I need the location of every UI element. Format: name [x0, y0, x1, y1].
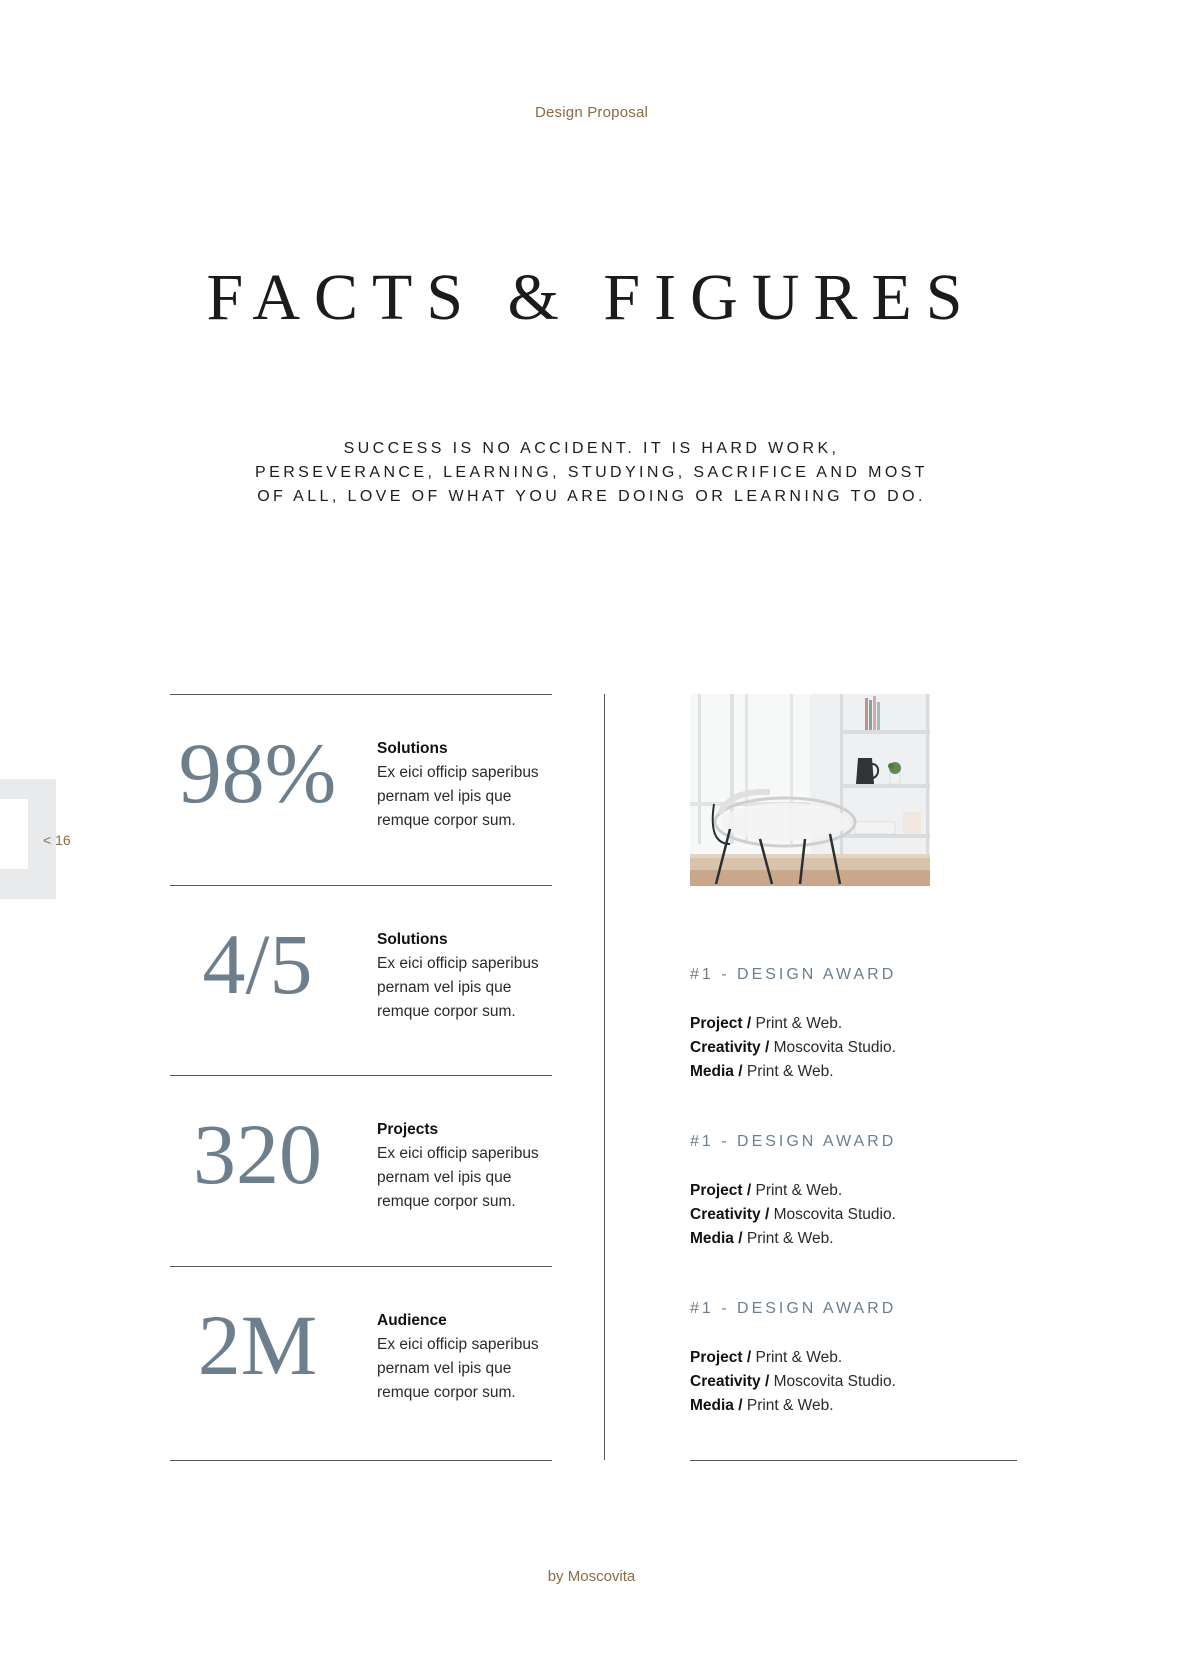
award-row-key: Media / [690, 1230, 743, 1247]
award-row [690, 1012, 1030, 1036]
award-details [690, 1179, 1030, 1251]
award-row-value: Moscovita Studio. [769, 1373, 896, 1390]
award-row [690, 1370, 1030, 1394]
award-row-key: Creativity / [690, 1039, 770, 1056]
page-title: FACTS & FIGURES [206, 261, 977, 334]
stat-divider [170, 1075, 552, 1076]
stat-value: 320 [193, 1106, 322, 1202]
stat-title: Solutions [377, 740, 448, 757]
chair-photo-illustration [690, 694, 930, 886]
award-row-value: Print & Web. [742, 1397, 834, 1414]
stat-line: remque corpor sum. [377, 1003, 516, 1020]
stat-title: Projects [377, 1121, 439, 1138]
stat-title: Solutions [377, 931, 448, 948]
quote-line: SUCCESS IS NO ACCIDENT. IT IS HARD WORK, [343, 440, 840, 457]
stat-divider [170, 1266, 552, 1267]
stat-line: pernam vel ipis que [377, 979, 512, 996]
award-details [690, 1346, 1030, 1418]
stat-description [377, 1118, 567, 1214]
award-row-key: Media / [690, 1397, 743, 1414]
award-row [690, 1346, 1030, 1370]
stat-line: Ex eici officip saperibus [377, 764, 539, 781]
center-divider [604, 694, 605, 1460]
quote-block [240, 437, 943, 509]
stat-title: Audience [377, 1312, 447, 1329]
stat-value: 4/5 [202, 916, 313, 1012]
award-row [690, 1036, 1030, 1060]
stat-line: pernam vel ipis que [377, 1169, 512, 1186]
award-row-key: Project / [690, 1349, 752, 1366]
award-row [690, 1227, 1030, 1251]
stat-divider [170, 885, 552, 886]
award-row-value: Moscovita Studio. [769, 1206, 896, 1223]
award-row-key: Project / [690, 1015, 752, 1032]
quote-line: PERSEVERANCE, LEARNING, STUDYING, SACRIFICE AND MOST [255, 464, 928, 481]
stat-value: 98% [178, 725, 337, 821]
header-label: Design Proposal [534, 104, 649, 121]
award-row [690, 1060, 1030, 1084]
award-row [690, 1394, 1030, 1418]
stat-divider [170, 1460, 552, 1461]
award-row-value: Print & Web. [742, 1230, 834, 1247]
side-tab-notch [0, 799, 28, 869]
footer-label: by Moscovita [547, 1568, 636, 1585]
award-row-value: Print & Web. [751, 1182, 843, 1199]
stat-line: pernam vel ipis que [377, 788, 512, 805]
award-row [690, 1203, 1030, 1227]
stat-line: Ex eici officip saperibus [377, 1336, 539, 1353]
award-row-key: Creativity / [690, 1373, 770, 1390]
stat-line: remque corpor sum. [377, 812, 516, 829]
stat-divider [170, 694, 552, 695]
award-row [690, 1179, 1030, 1203]
page-number[interactable]: < 16 [43, 832, 71, 848]
award-row-value: Print & Web. [742, 1063, 834, 1080]
award-bottom-rule [690, 1460, 1017, 1461]
stat-description [377, 1309, 567, 1405]
award-row-value: Print & Web. [751, 1015, 843, 1032]
award-row-key: Creativity / [690, 1206, 770, 1223]
award-heading: #1 - DESIGN AWARD [690, 1300, 897, 1317]
award-row-key: Media / [690, 1063, 743, 1080]
award-heading: #1 - DESIGN AWARD [690, 966, 897, 983]
award-heading: #1 - DESIGN AWARD [690, 1133, 897, 1150]
stat-description [377, 737, 567, 833]
stat-line: remque corpor sum. [377, 1193, 516, 1210]
award-row-key: Project / [690, 1182, 752, 1199]
stat-line: pernam vel ipis que [377, 1360, 512, 1377]
stat-line: remque corpor sum. [377, 1384, 516, 1401]
stat-line: Ex eici officip saperibus [377, 1145, 539, 1162]
award-details [690, 1012, 1030, 1084]
stat-value: 2M [197, 1297, 318, 1393]
award-row-value: Print & Web. [751, 1349, 843, 1366]
award-row-value: Moscovita Studio. [769, 1039, 896, 1056]
stat-description [377, 928, 567, 1024]
stat-line: Ex eici officip saperibus [377, 955, 539, 972]
chair-photo [690, 694, 930, 886]
quote-line: OF ALL, LOVE OF WHAT YOU ARE DOING OR LEARNING TO DO. [257, 488, 926, 505]
